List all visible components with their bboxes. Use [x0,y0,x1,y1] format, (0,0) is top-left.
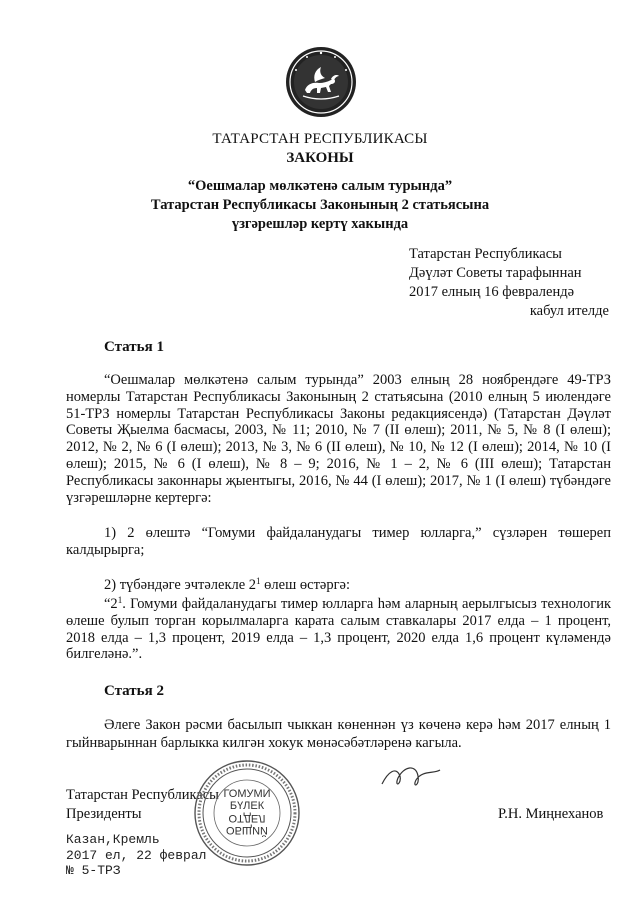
article-1-new-part: “$2^1$. Гомуми файдаланудагы тимер юлларга һәм аларның аерылгысыз технологик өлеше булып торган корылмаларга карата салым ставкалары 2017 елда – 1 процент, 2018 елда – 1,3 процент, 2019 елда – 1,3 процент, 2020 елда 1,6 процент күләмендә билгеләнә.”. [66,595,611,663]
article-1-intro: “Оешмалар мөлкәтенә салым турында” 2003 елның 28 ноябрендәге 49-ТРЗ номерлы Татарстан Республикасы Законының 2 статьясына (2010 елның 5 июлендәге 51-ТРЗ номерлы Татарстан Республикасы Законы редакциясендә) (Татарстан Дәүләт Советы Җыелма басмасы, 2003, № 11; 2010, № 7 (II өлеш); 2011, № 5, № 8 (I өлеш); 2012, № 2, № 6 (I өлеш); 2013, № 3, № 6 (II өлеш), № 10, № 12 (I өлеш); 2014, № 10 (I өлеш); 2015, № 6 (I өлеш), № 8 – 9; 2016, № 1 – 2, № 6 (III өлеш); Татарстан Республикасы законнары җыентыгы, 2016, № 44 (I өлеш); 2017, № 1 (I өлеш) түбәндәге үзгәрешләрне кертергә: [66,372,611,506]
registration-number: № 5-ТРЗ [66,863,121,878]
adoption-line-1: Татарстан Республикасы [409,246,562,262]
article-2-heading: Статья 2 [104,683,164,699]
law-title-line-1: “Оешмалар мөлкәтенә салым турында” [187,178,453,194]
signatory-position: Татарстан Республикасы Президенты [66,787,219,822]
article-1-heading: Статья 1 [104,339,164,355]
adoption-line-3: 2017 елның 16 февралендә [409,284,575,300]
handwritten-signature-icon [378,758,448,798]
tatarstan-emblem-icon [285,46,357,118]
registration-block [66,832,206,879]
registration-place: Казан,Кремль [66,832,160,847]
article-1-item-2: 2) түбәндәге эчтәлекле $2^1$ өлеш өстәргә: [104,576,351,593]
stamp-line-1: ГОМУМИ [223,788,271,800]
law-title-line-3: үзгәрешләр кертү хакында [231,216,409,232]
adoption-block [409,245,609,321]
document-type: ЗАКОНЫ [286,150,354,166]
stamp-line-4: ОБЩИЙ [226,824,268,836]
signatory-name: Р.Н. Миңнеханов [498,806,604,822]
article-2-text: Әлеге Закон рәсми басылып чыккан көненнән үз көченә керә һәм 2017 елның 1 гыйнварыннан барлыкка килгән хокук мөнәсәбәтләренә кагыла. [66,717,611,751]
registration-date: 2017 ел, 22 феврал [66,847,207,863]
adoption-line-2: Дәүләт Советы тарафыннан [409,265,582,281]
adoption-line-4: кабул ителде [529,303,609,319]
stamp-line-3: ОТДЕЛ [228,812,266,824]
law-title-line-2: Татарстан Республикасы Законының 2 статьясына [150,197,490,213]
stamp-line-2: БҮЛЕК [229,800,265,812]
article-1-item-1: 1) 2 өлештә “Гомуми файдаланудагы тимер юлларга,” сүзләрен төшереп калдырырга; [66,525,611,558]
office-stamp-icon [192,758,302,868]
republic-name: ТАТАРСТАН РЕСПУБЛИКАСЫ [212,131,428,147]
